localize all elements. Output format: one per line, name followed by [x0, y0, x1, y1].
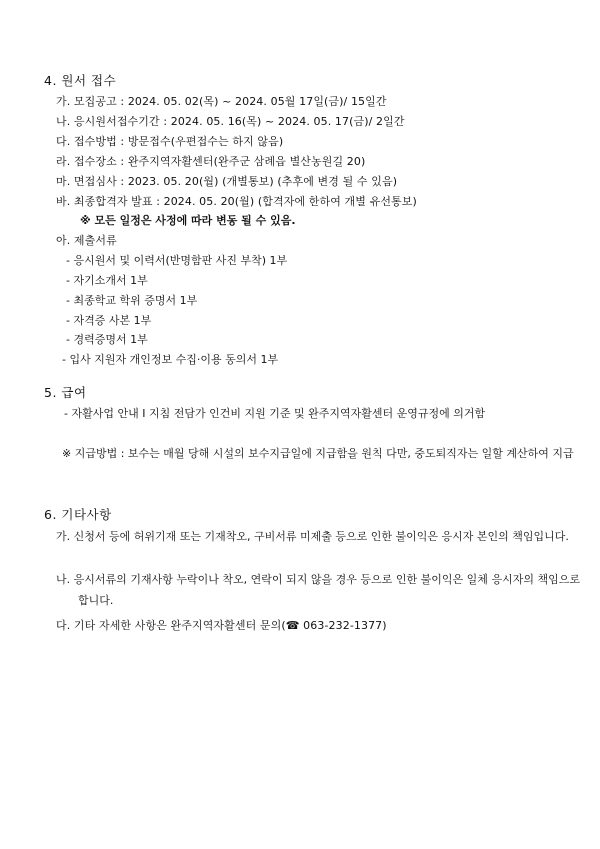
doc-item: - 입사 지원자 개인정보 수집·이용 동의서 1부 — [62, 353, 279, 366]
section-6-title: 6. 기타사항 — [44, 507, 112, 522]
doc-item: - 자격증 사본 1부 — [66, 314, 152, 327]
doc-item: - 응시원서 및 이력서(반명함판 사진 부착) 1부 — [66, 254, 288, 267]
other-item-contact: 다. 기타 자세한 사항은 완주지역자활센터 문의(☎ 063-232-1377) — [56, 619, 387, 632]
doc-item: - 최종학교 학위 증명서 1부 — [66, 294, 198, 307]
doc-item: - 자기소개서 1부 — [66, 274, 148, 287]
payment-method-note: ※ 지급방법 : 보수는 매월 당해 시설의 보수지급일에 지급함을 원칙 다만, 중도퇴직자는 일할 계산하여 지급 — [62, 447, 574, 460]
section-5-title: 5. 급여 — [44, 385, 87, 400]
schedule-change-note: ※ 모든 일정은 사정에 따라 변동 될 수 있음. — [80, 214, 296, 227]
doc-item: - 경력증명서 1부 — [66, 333, 148, 346]
application-method: 다. 접수방법 : 방문접수(우편접수는 하지 않음) — [56, 135, 284, 148]
section-4-title: 4. 원서 접수 — [44, 73, 117, 88]
other-item-omission: 나. 응시서류의 기재사항 누락이나 착오, 연락이 되지 않을 경우 등으로 인한 불이익은 일체 응시자의 책임으로 합니다. — [56, 573, 580, 607]
application-period: 나. 응시원서접수기간 : 2024. 05. 16(목) ~ 2024. 05. 17(금)/ 2일간 — [56, 115, 405, 128]
recruit-announcement: 가. 모집공고 : 2024. 05. 02(목) ~ 2024. 05월 17일(금)/ 15일간 — [56, 95, 387, 108]
required-docs-title: 아. 제출서류 — [56, 234, 117, 247]
salary-standard: - 자활사업 안내 Ⅰ 지침 전담가 인건비 지원 기준 및 완주지역자활센터 운영규정에 의거함 — [64, 407, 486, 420]
final-announcement: 바. 최종합격자 발표 : 2024. 05. 20(월) (합격자에 한하여 개별 유선통보) — [56, 195, 417, 208]
other-item-false-info: 가. 신청서 등에 허위기재 또는 기재착오, 구비서류 미제출 등으로 인한 불이익은 응시자 본인의 책임입니다. — [56, 530, 569, 543]
application-place: 라. 접수장소 : 완주지역자활센터(완주군 삼례읍 별산농원길 20) — [56, 155, 366, 168]
interview-date: 마. 면접심사 : 2023. 05. 20(월) (개별통보) (추후에 변경 될 수 있음) — [56, 175, 398, 188]
